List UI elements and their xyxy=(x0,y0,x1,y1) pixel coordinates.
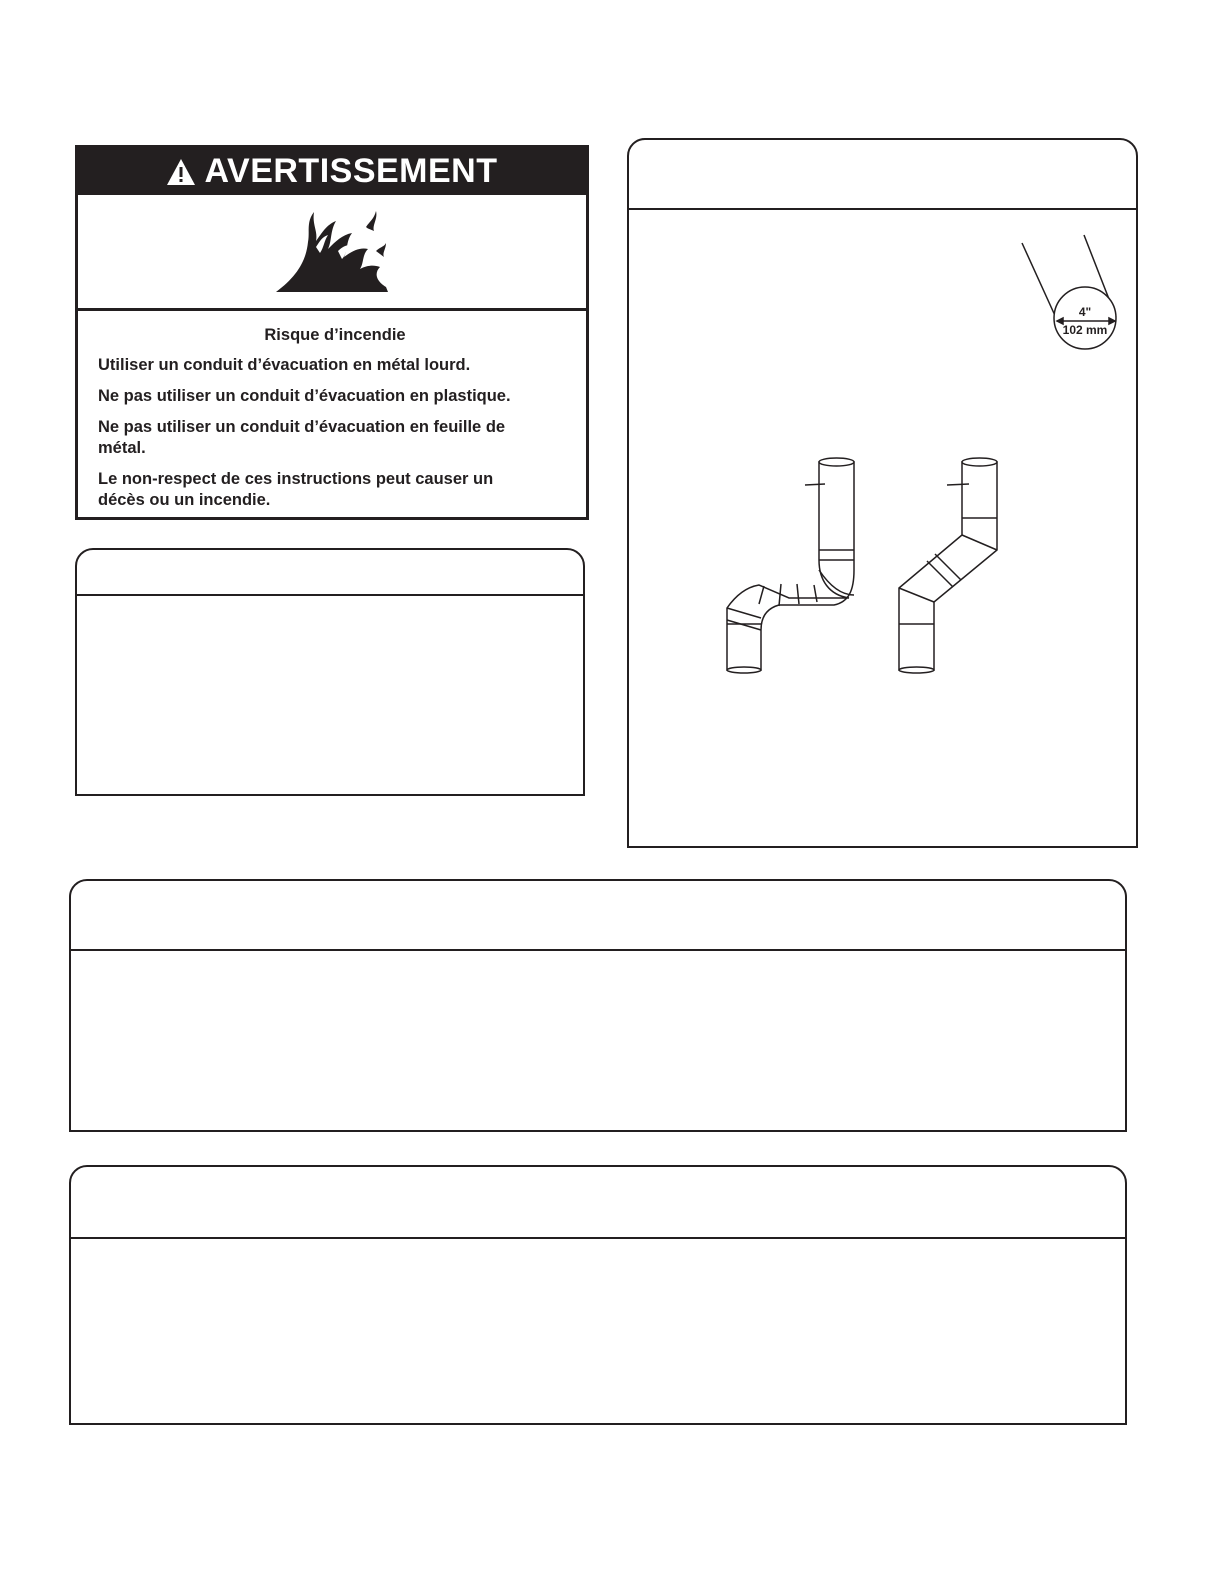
panel-header-rule xyxy=(71,1237,1125,1239)
warning-title: Risque d’incendie xyxy=(264,326,406,344)
warning-triangle-icon xyxy=(166,158,196,186)
warning-symbol-area xyxy=(78,195,586,311)
warning-line: Le non-respect de ces instructions peut causer un décès ou un incendie. xyxy=(98,470,494,509)
warning-box xyxy=(75,145,589,520)
warning-header xyxy=(78,148,586,195)
warning-header-label: AVERTISSEMENT xyxy=(204,152,498,190)
wide-info-panel-1 xyxy=(69,879,1127,1132)
vent-duct-diagram xyxy=(629,140,1136,846)
panel-header-rule xyxy=(77,594,583,596)
warning-line: Utiliser un conduit d’évacuation en métal lourd. xyxy=(98,356,471,374)
wide-info-panel-2 xyxy=(69,1165,1127,1425)
fire-icon xyxy=(276,207,392,295)
left-info-panel xyxy=(75,548,585,796)
duct-offset-elbow-90 xyxy=(727,458,854,673)
warning-line: Ne pas utiliser un conduit d’évacuation en plastique. xyxy=(98,387,511,405)
diameter-inch-label: 4" xyxy=(1078,305,1092,319)
vent-diagram-panel xyxy=(627,138,1138,848)
warning-body xyxy=(98,325,572,521)
diameter-mm-label: 102 mm xyxy=(1062,323,1108,337)
panel-header-rule xyxy=(71,949,1125,951)
warning-line: Ne pas utiliser un conduit d’évacuation en feuille de métal. xyxy=(98,418,506,457)
duct-offset-elbow-45 xyxy=(899,458,997,673)
